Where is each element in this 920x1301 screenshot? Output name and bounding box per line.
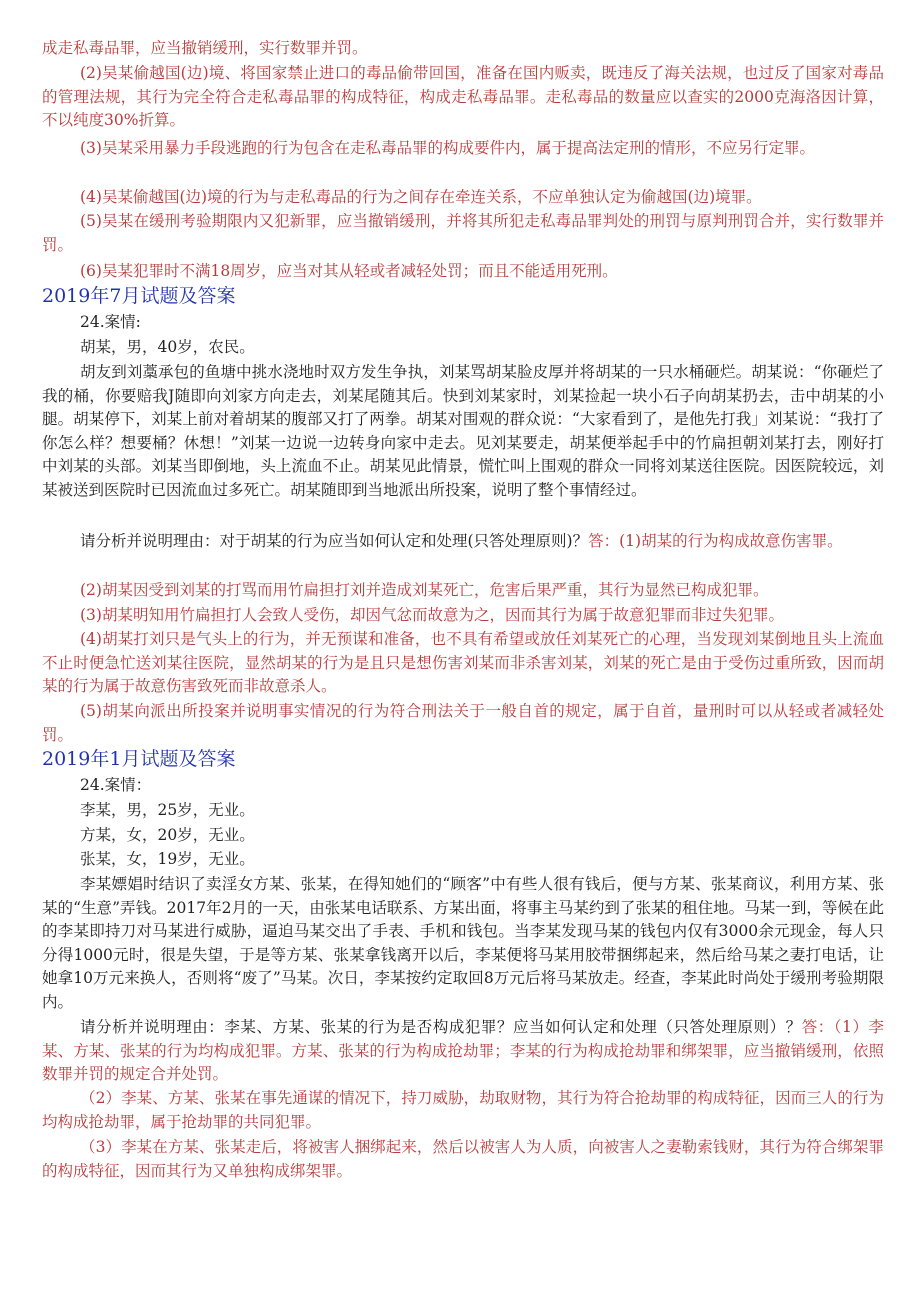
person-info-zhang: 张某，女，19岁，无业。 xyxy=(80,850,255,868)
answer-point-4: (4)吴某偷越国(边)境的行为与走私毒品的行为之间存在牵连关系，不应单独认定为偷越国(边)境罪。 xyxy=(80,188,762,206)
answer-point-1: 答：（1）李某、方某、张某的行为均构成犯罪。方某、张某的行为构成抢劫罪；李某的行为构成抢劫罪和绑架罪，应当撤销缓刑，依照数罪并罚的规定合并处罚。 xyxy=(42,1018,884,1083)
question-and-answer-1 xyxy=(42,530,884,554)
case-facts: 胡友到刘藁承包的鱼塘中挑水浇地时双方发生争执，刘某骂胡某脸皮厚并将胡某的一只水桶砸烂。胡某说：“你砸烂了我的桶，你要赔我J随即向刘家方向走去，刘某尾随其后。快到刘某家时，刘某捡起一块小石子向胡某扔去，击中胡某的小腿。胡某停下，刘某上前对着胡某的腹部又打了两拳。胡某对围观的群众说：“大家看到了，是他先打我」刘某说：“我打了你怎么样？想要桶？休想！”刘某一边说一边转身向家中走去。见刘某要走，胡某便举起手中的竹扁担朝刘某打去，刚好打中刘某的头部。刘某当即倒地，头上流血不止。胡某见此情景，慌忙叫上围观的群众一同将刘某送往医院。因医院较远，刘某被送到医院时已因流血过多死亡。胡某随即到当地派出所投案，说明了整个事情经过。 xyxy=(42,363,884,499)
person-info-fang: 方某，女，20岁，无业。 xyxy=(80,826,255,844)
person-info-li: 李某，男，25岁，无业。 xyxy=(80,801,255,819)
question-text: 请分析并说明理由：对于胡某的行为应当如何认定和处理(只答处理原则)？ xyxy=(80,532,589,550)
answer-point-2: （2）李某、方某、张某在事先通谋的情况下，持刀威胁，劫取财物，其行为符合抢劫罪的构成特征，因而三人的行为均构成抢劫罪，属于抢劫罪的共同犯罪。 xyxy=(42,1089,884,1131)
answer-point-2: (2)吴某偷越国(边)境、将国家禁止进口的毒品偷带回国，准备在国内贩卖，既违反了海关法规，也过反了国家对毒品的管理法规，其行为完全符合走私毒品罪的构成特征，构成走私毒品罪。走私毒品的数量应以查实的2000克海洛因计算，不以纯度30%折算。 xyxy=(42,64,884,129)
question-text: 请分析并说明理由：李某、方某、张某的行为是否构成犯罪？应当如何认定和处理（只答处理原则）？ xyxy=(80,1018,802,1036)
answer-point-6: (6)吴某犯罪时不满18周岁，应当对其从轻或者减轻处罚；而且不能适用死刑。 xyxy=(80,262,618,280)
answer-point-5: (5)胡某向派出所投案并说明事实情况的行为符合刑法关于一般自首的规定，属于自首，量刑时可以从轻或者减轻处罚。 xyxy=(42,702,884,744)
answer-point-1: 答：(1)胡某的行为构成故意伤害罪。 xyxy=(588,532,843,550)
section-heading-2019-07: 2019年7月试题及答案 xyxy=(42,285,236,307)
section-heading-2019-01: 2019年1月试题及答案 xyxy=(42,748,236,770)
answer-point-3: （3）李某在方某、张某走后，将被害人捆绑起来，然后以被害人为人质，向被害人之妻勒索钱财，其行为符合绑架罪的构成特征，因而其行为又单独构成绑架罪。 xyxy=(42,1138,884,1180)
person-info: 胡某，男，40岁，农民。 xyxy=(80,338,255,356)
answer-continuation: 成走私毒品罪，应当撤销缓刑，实行数罪并罚。 xyxy=(42,39,368,57)
question-number: 24.案情： xyxy=(80,776,152,794)
answer-point-3: (3)吴某采用暴力手段逃跑的行为包含在走私毒品罪的构成要件内，属于提高法定刑的情形，不应另行定罪。 xyxy=(80,139,815,157)
answer-point-3: (3)胡某明知用竹扁担打人会致人受伤，却因气忿而故意为之，因而其行为属于故意犯罪而非过失犯罪。 xyxy=(80,606,784,624)
question-number: 24.案情: xyxy=(80,313,141,331)
case-facts: 李某嫖娼时结识了卖淫女方某、张某，在得知她们的“顾客”中有些人很有钱后，便与方某、张某商议，利用方某、张某的“生意”弄钱。2017年2月的一天，由张某电话联系、方某出面，将事主马某约到了张某的租住地。马某一到，等候在此的李某即持刀对马某进行威胁，逼迫马某交出了手表、手机和钱包。当李某发现马某的钱包内仅有3000余元现金，每人只分得1000元时，很是失望，于是等方某、张某拿钱离开以后，李某便将马某用胶带捆绑起来，然后给马某之妻打电话，让她拿10万元来换人，否则将“废了”马某。次日，李某按约定取回8万元后将马某放走。经查，李某此时尚处于缓刑考验期限内。 xyxy=(42,875,884,1011)
question-and-answer-1 xyxy=(42,1016,884,1087)
answer-point-5: (5)吴某在缓刑考验期限内又犯新罪，应当撤销缓刑，并将其所犯走私毒品罪判处的刑罚与原判刑罚合并，实行数罪并罚。 xyxy=(42,212,884,254)
answer-point-4: (4)胡某打刘只是气头上的行为，并无预谋和准备，也不具有希望或放任刘某死亡的心理，当发现刘某倒地且头上流血不止时便急忙送刘某往医院，显然胡某的行为是且只是想伤害刘某而非杀害刘某，刘某的死亡是由于受伤过重所致，因而胡某的行为属于故意伤害致死而非故意杀人。 xyxy=(42,630,884,695)
answer-point-2: (2)胡某因受到刘某的打骂而用竹扁担打刘并造成刘某死亡，危害后果严重，其行为显然已构成犯罪。 xyxy=(80,581,769,599)
